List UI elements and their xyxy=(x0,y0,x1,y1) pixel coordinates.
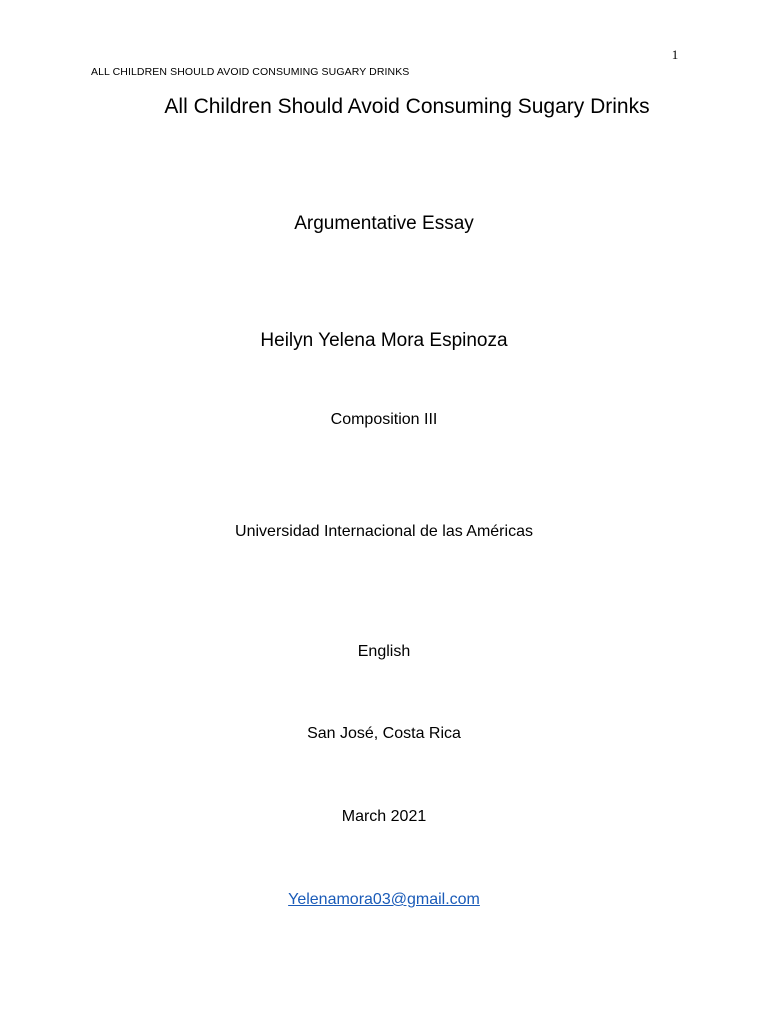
institution-name: Universidad Internacional de las Américas xyxy=(235,523,533,540)
course-name: Composition III xyxy=(330,411,438,428)
submission-date: March 2021 xyxy=(341,808,427,825)
essay-type: Argumentative Essay xyxy=(294,213,474,234)
running-head: ALL CHILDREN SHOULD AVOID CONSUMING SUGARY DRINKS xyxy=(91,66,410,78)
email-line xyxy=(0,891,768,909)
subject-name: English xyxy=(357,643,411,660)
page-number: 1 xyxy=(671,47,679,62)
location: San José, Costa Rica xyxy=(307,725,461,742)
essay-title: All Children Should Avoid Consuming Sugary Drinks xyxy=(164,95,650,118)
email-link[interactable]: Yelenamora03@gmail.com xyxy=(288,891,480,908)
author-name: Heilyn Yelena Mora Espinoza xyxy=(260,330,508,351)
